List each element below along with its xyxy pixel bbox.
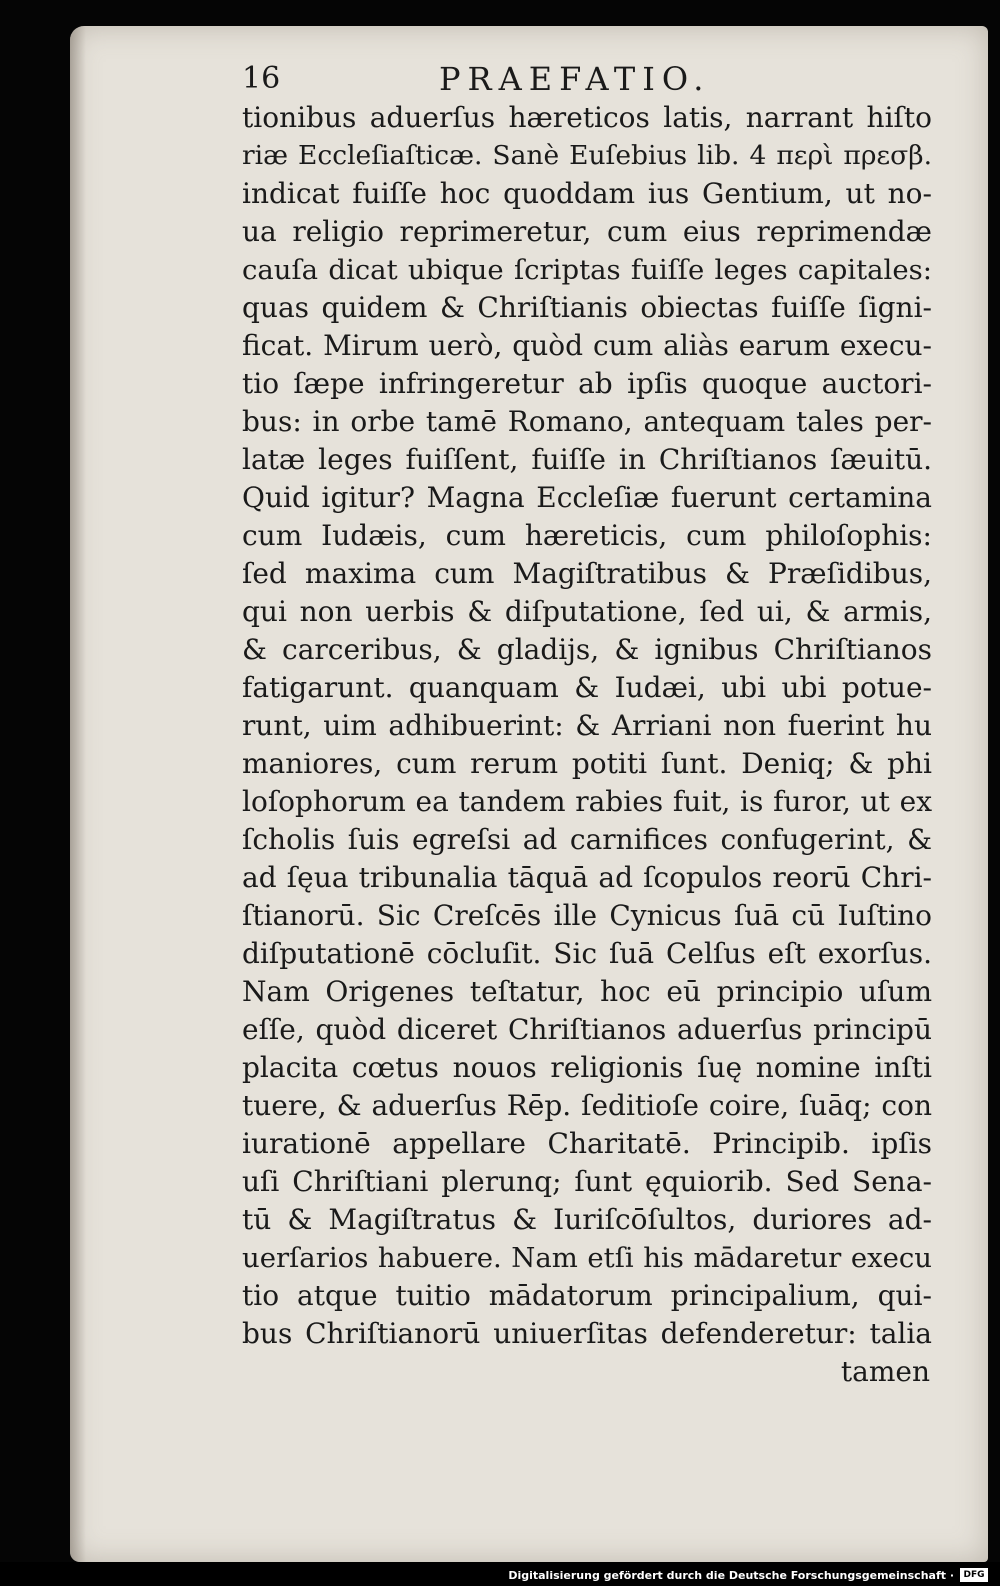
text-line: iurationē appellare Charitatē. Principib. ipſis (242, 1127, 932, 1160)
text-line: uſi Chriſtiani plerunq; ſunt ęquiorib. Sed Sena- (242, 1165, 932, 1198)
text-line: maniores, cum rerum potiti ſunt. Deniq; & phi (242, 747, 932, 780)
text-line: tionibus aduerſus hæreticos latis, narrant hiſto (242, 101, 932, 134)
text-line: placita cœtus nouos religionis ſuę nomine inſti (242, 1051, 932, 1084)
text-line: tio ſæpe infringeretur ab ipſis quoque auctori- (242, 367, 932, 400)
text-line: ſed maxima cum Magiſtratibus & Præſidibus, (242, 557, 932, 590)
catchword: tamen (840, 1355, 930, 1388)
page-number: 16 (242, 61, 281, 96)
running-head: PRAEFATIO. (439, 60, 711, 98)
text-line: bus: in orbe tamē Romano, antequam tales per- (242, 405, 932, 438)
footer-bar (0, 1562, 1000, 1586)
text-line: tio atque tuitio mādatorum principalium, qui- (242, 1279, 932, 1312)
text-line: Nam Origenes teſtatur, hoc eū principio uſum (242, 975, 932, 1008)
text-line: loſophorum ea tandem rabies fuit, is furor, ut ex (242, 785, 932, 818)
text-line: eſſe, quòd diceret Chriſtianos aduerſus principū (242, 1013, 932, 1046)
page-gutter-shadow (70, 26, 86, 1562)
text-line: cauſa dicat ubique ſcriptas fuiſſe leges capitales: (242, 254, 932, 286)
text-line: uerſarios habuere. Nam etſi his mādaretur execu (242, 1242, 932, 1274)
text-line: diſputationē cōcluſit. Sic ſuā Celſus eſt exorſus. (242, 937, 932, 970)
body-text (242, 99, 932, 1391)
text-line: ficat. Mirum uerò, quòd cum aliàs earum execu- (242, 329, 932, 362)
text-line: & carceribus, & gladijs, & ignibus Chriſtianos (242, 633, 932, 666)
page-header (242, 54, 942, 104)
text-line: tuere, & aduerſus Rēp. ſeditioſe coire, ſuāq; con (242, 1089, 932, 1122)
dfg-logo-icon: DFG (960, 1568, 988, 1582)
text-line: runt, uim adhibuerint: & Arriani non fuerint hu (242, 709, 932, 742)
text-line: bus Chriſtianorū uniuerſitas defenderetur: talia (242, 1317, 932, 1350)
funding-credit: Digitalisierung gefördert durch die Deutsche Forschungsgemeinschaft · (508, 1569, 954, 1582)
text-line: ſtianorū. Sic Creſcēs ille Cynicus ſuā cū Iuſtino (242, 899, 932, 932)
text-line: cum Iudæis, cum hæreticis, cum philoſophis: (242, 519, 932, 552)
text-line: fatigarunt. quanquam & Iudæi, ubi ubi potue- (242, 671, 932, 704)
text-line: ad ſęua tribunalia tāquā ad ſcopulos reorū Chri- (242, 861, 932, 894)
text-line: tū & Magiſtratus & Iuriſcōſultos, duriores ad- (242, 1203, 932, 1236)
text-line: latæ leges fuiſſent, fuiſſe in Chriſtianos ſæuitū. (242, 443, 932, 476)
text-line: riæ Eccleſiaſticæ. Sanè Euſebius lib. 4 περὶ πρεσβ. (242, 140, 932, 171)
text-line: ua religio reprimeretur, cum eius reprimendæ (242, 215, 932, 248)
text-line: indicat fuiſſe hoc quoddam ius Gentium, ut no- (242, 177, 932, 210)
text-line: qui non uerbis & diſputatione, ſed ui, & armis, (242, 595, 932, 628)
text-line: ſcholis ſuis egreſsi ad carnifices confugerint, & (242, 823, 932, 856)
text-line: quas quidem & Chriſtianis obiectas fuiſſe ſigni- (242, 291, 932, 324)
text-line: Quid igitur? Magna Eccleſiæ fuerunt certamina (242, 481, 932, 514)
